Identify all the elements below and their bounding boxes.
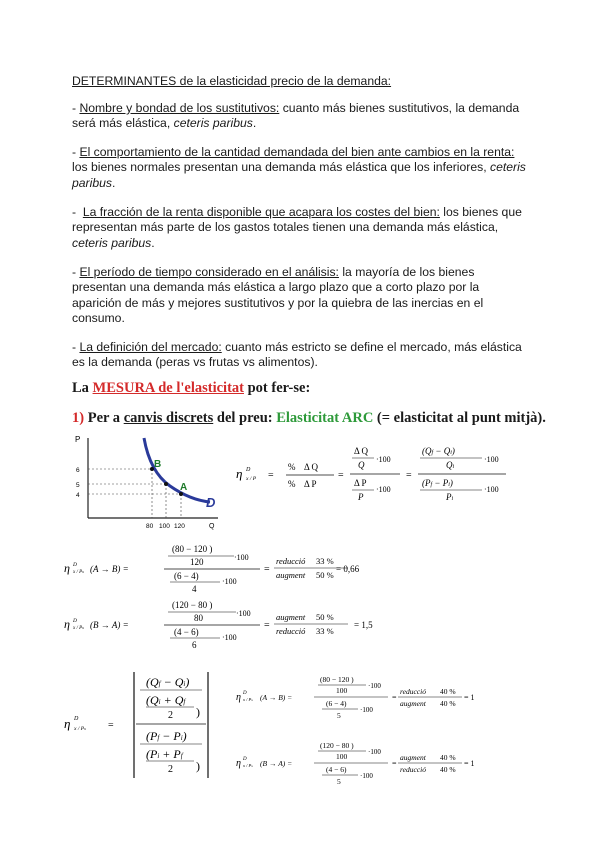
arc-heading [72, 410, 546, 427]
times100: ·100 [368, 748, 381, 756]
pi: P [358, 492, 364, 502]
item-title: El comportamiento de la cantidad demandada del bien ante cambios en la renta: [79, 145, 515, 159]
midpoint-b-to-a [236, 738, 496, 790]
ab-den-p: 4 [192, 584, 197, 594]
svg-text:(Pf − Pi): (Pf − Pi) [146, 729, 187, 743]
pct50: 50 % [316, 570, 334, 580]
two: 2 [168, 710, 173, 721]
ab-p: (6 − 4) [174, 571, 199, 581]
svg-text:D: D [73, 562, 77, 568]
mid-ba-num: (120 − 80 ) [320, 741, 354, 750]
times100: ·100 [484, 455, 499, 464]
item-italic: ceteris paribus [72, 160, 526, 190]
result-one: = 1 [464, 693, 475, 702]
item-title: Nombre y bondad de los sustitutivos: [79, 101, 280, 115]
arc-heading-b: canvis discrets [123, 410, 214, 426]
q-axis-label: Q [209, 523, 215, 530]
item-text: cuanto más bienes sustitutivos, la demanda será más elástica, [72, 101, 520, 131]
list-item [72, 101, 532, 132]
svg-text:=: = [392, 693, 397, 702]
ab-den-q: 120 [190, 557, 204, 567]
svg-text:D: D [243, 691, 247, 696]
svg-text:η: η [236, 466, 243, 481]
demand-curve [144, 438, 210, 502]
svg-text:=: = [264, 564, 270, 575]
item-prefix: - [72, 145, 80, 159]
measure-heading [72, 380, 310, 397]
svg-text:=: = [268, 470, 274, 481]
pct40: 40 % [440, 753, 456, 762]
mid-ba-pden: 5 [337, 777, 341, 786]
delta-p: Δ P [304, 479, 317, 489]
qi: Q [358, 460, 365, 470]
ba-p: (4 − 6) [174, 627, 199, 637]
pct-symbol: % [288, 462, 296, 472]
heading-text: DETERMINANTES de la elasticidad precio de la demanda: [72, 74, 392, 88]
ba-den-p: 6 [192, 640, 197, 650]
svg-text:D: D [246, 467, 251, 473]
svg-text:η: η [64, 716, 71, 731]
result-ab: = 0,66 [336, 564, 360, 574]
arc-heading-a: Per a [84, 410, 124, 426]
item-title: El período de tiempo considerado en el análisis: [79, 265, 339, 279]
x-tick-100: 100 [159, 523, 170, 530]
mid-ab-num: (80 − 120 ) [320, 675, 354, 684]
svg-text:): ) [196, 759, 200, 773]
demand-graph [70, 432, 230, 532]
ab-label: (A → B) = [90, 564, 129, 574]
item-text: los bienes que representan más parte de los gastos totales tienen una demanda más elástica, [72, 205, 522, 235]
ba-label: (B → A) = [260, 759, 293, 768]
svg-text:(Pf − Pi): (Pf − Pi) [422, 478, 453, 488]
arc-heading-num: 1) [72, 410, 85, 426]
svg-text:D: D [74, 716, 79, 722]
result-one: = 1 [464, 759, 475, 768]
svg-text:η: η [236, 692, 241, 703]
svg-text:η: η [64, 561, 70, 575]
measure-heading-c: pot fer-se: [243, 380, 311, 396]
times100: ·100 [484, 485, 499, 494]
x-tick-80: 80 [146, 523, 154, 530]
result-ba: = 1,5 [354, 620, 373, 630]
elasticity-b-to-a [64, 596, 384, 656]
point-b-label: B [154, 459, 162, 470]
reduccio: reducció [400, 687, 426, 696]
two: 2 [168, 764, 173, 775]
midpoint-a-to-b [236, 672, 496, 724]
arc-heading-c: del preu: [213, 410, 277, 426]
mid-ab-den: 100 [336, 686, 348, 695]
point-mid [164, 482, 168, 486]
pct50: 50 % [316, 612, 334, 622]
pct40: 40 % [440, 699, 456, 708]
item-text: la mayoría de los bienes presentan una demanda más elástica a largo plazo que a corto plazo por la aparición de más y mejores sustitutivos y por la quiebra de las inercias en el consumo. [72, 265, 484, 326]
ab-label: (A → B) = [260, 693, 293, 702]
augment: augment [400, 699, 426, 708]
arc-heading-d: Elasticitat ARC [276, 410, 374, 426]
svg-text:x / Px: x / Px [73, 569, 84, 575]
times100: ·100 [236, 609, 251, 618]
svg-text:(Pi + Pf: (Pi + Pf [146, 747, 183, 761]
point-a-label: A [180, 482, 188, 493]
delta-p: Δ P [354, 478, 367, 488]
midpoint-formula [64, 668, 224, 784]
item-text: los bienes normales presentan una demanda más elástica que los inferiores, [72, 160, 490, 175]
times100: ·100 [234, 553, 249, 562]
times100: ·100 [360, 772, 373, 780]
svg-text:x / Px: x / Px [243, 697, 253, 702]
reduccio: reducció [400, 765, 426, 774]
svg-text:D: D [243, 757, 247, 762]
svg-text:=: = [338, 470, 344, 481]
item-prefix: - [72, 340, 80, 354]
pct-symbol: % [288, 479, 296, 489]
svg-text:x / Px: x / Px [74, 726, 86, 732]
ab-num: (80 − 120 ) [172, 544, 213, 554]
svg-text:η: η [64, 617, 70, 631]
item-title: La fracción de la renta disponible que acapara los costes del bien: [82, 205, 440, 219]
ba-num: (120 − 80 ) [172, 600, 213, 610]
y-tick-4: 4 [76, 492, 80, 499]
svg-text:(Qi + Qf: (Qi + Qf [146, 693, 186, 707]
svg-text:): ) [196, 705, 200, 719]
svg-text:η: η [236, 758, 241, 769]
times100: ·100 [368, 682, 381, 690]
ba-label: (B → A) = [90, 620, 129, 630]
delta-q: Δ Q [354, 446, 369, 456]
svg-text:=: = [108, 720, 114, 731]
svg-text:x / Px: x / Px [243, 763, 253, 768]
list-item [72, 340, 532, 371]
item-prefix: - [72, 205, 83, 219]
times100: ·100 [376, 455, 391, 464]
item-prefix: - [72, 101, 80, 115]
item-text: cuanto más estricto se define el mercado, más elástica es la demanda (peras vs frutas vs alimentos). [72, 340, 522, 370]
x-tick-120: 120 [174, 523, 185, 530]
arc-heading-e: (= elasticitat al punt mitjà). [373, 410, 546, 426]
times100: ·100 [376, 485, 391, 494]
svg-text:x / Px: x / Px [73, 625, 84, 631]
svg-text:x / P: x / P [246, 476, 257, 482]
item-end: . [151, 235, 155, 250]
measure-heading-a: La [72, 380, 93, 396]
augment: augment [400, 753, 426, 762]
times100: ·100 [222, 577, 237, 586]
mid-ba-den: 100 [336, 752, 348, 761]
svg-text:(Qf − Qi): (Qf − Qi) [146, 675, 190, 689]
pct40: 40 % [440, 687, 456, 696]
times100: ·100 [360, 706, 373, 714]
item-italic: ceteris paribus [173, 116, 253, 131]
y-tick-5: 5 [76, 482, 80, 489]
augment: augment [276, 570, 306, 580]
pct40: 40 % [440, 765, 456, 774]
list-item [72, 265, 532, 327]
svg-text:=: = [264, 620, 270, 631]
delta-q: Δ Q [304, 462, 319, 472]
reduccio: reducció [276, 626, 306, 636]
svg-text:D: D [73, 618, 77, 624]
list-item [72, 205, 532, 251]
augment: augment [276, 612, 306, 622]
item-end: . [111, 175, 116, 190]
elasticity-a-to-b [64, 540, 364, 600]
item-prefix: - [72, 265, 80, 279]
curve-label: D [206, 495, 216, 510]
pct33: 33 % [316, 556, 334, 566]
svg-text:Qi: Qi [446, 460, 455, 470]
item-end: . [252, 116, 257, 131]
item-title: La definición del mercado: [79, 340, 222, 354]
svg-text:=: = [392, 759, 397, 768]
y-tick-6: 6 [76, 467, 80, 474]
list-item [72, 145, 532, 191]
mid-ab-pden: 5 [337, 711, 341, 720]
mid-ba-p: (4 − 6) [326, 765, 347, 774]
reduccio: reducció [276, 556, 306, 566]
pct33: 33 % [316, 626, 334, 636]
svg-text:Pi: Pi [446, 492, 454, 502]
ba-den-q: 80 [194, 613, 203, 623]
section-heading [72, 74, 532, 89]
arc-elasticity-formula [234, 440, 524, 520]
p-axis-label: P [75, 435, 81, 444]
svg-text:=: = [406, 470, 412, 481]
times100: ·100 [222, 633, 237, 642]
measure-heading-b: MESURA de l'elasticitat [92, 380, 244, 396]
svg-text:(Qf − Qi): (Qf − Qi) [422, 446, 455, 456]
mid-ab-p: (6 − 4) [326, 699, 347, 708]
item-italic: ceteris paribus [72, 235, 152, 250]
